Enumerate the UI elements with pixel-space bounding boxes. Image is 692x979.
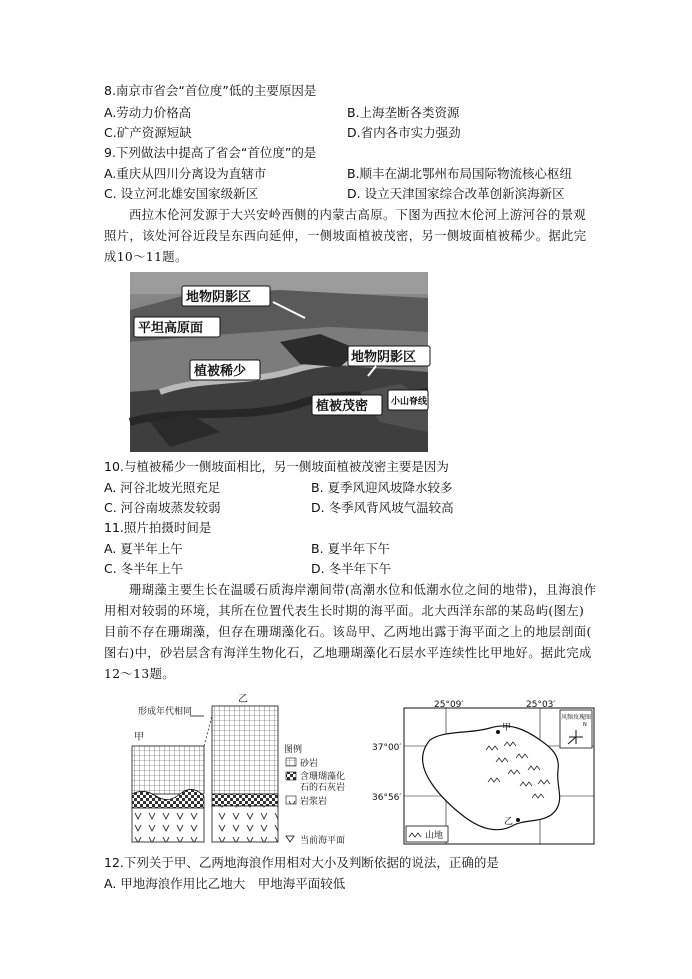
- q8-option-a: A.劳动力价格高: [104, 105, 192, 120]
- site-jia-label: 甲: [134, 732, 144, 743]
- q9-option-d: D. 设立天津国家综合改革创新滨海新区: [347, 186, 565, 201]
- intro-paragraph-2: [104, 580, 604, 685]
- legend-coral-swatch: [286, 772, 296, 780]
- legend-title: 图例: [284, 745, 303, 755]
- latitude-label-1: 37°00′: [372, 743, 402, 753]
- column-yi-coral-layer: [212, 794, 278, 806]
- label-shadow-area-1: 地物阴影区: [186, 290, 252, 305]
- wind-rose-title: 风频玫瑰图: [561, 714, 592, 721]
- q11-stem: 11.照片拍摄时间是: [104, 520, 212, 535]
- legend-magma-swatch: [286, 796, 296, 804]
- q11-option-c: C. 冬半年上午: [104, 561, 184, 576]
- q12-option-a: A. 甲地海浪作用比乙地大 甲地海平面较低: [104, 876, 346, 891]
- legend-magma-label: 岩浆岩: [300, 797, 328, 807]
- column-jia-sandstone: [132, 746, 204, 794]
- map-site-yi: 乙: [504, 817, 514, 827]
- label-flat-plateau: 平坦高原面: [138, 321, 204, 336]
- intro2-line3: 目前不存在珊瑚藻，但存在珊瑚藻化石。该岛甲、乙两地出露于海平面之上的地层剖面(: [104, 625, 592, 639]
- sea-level-label: 当前海平面: [300, 836, 346, 846]
- q8-stem: 8.南京市省会“首位度”低的主要原因是: [104, 83, 317, 98]
- column-jia-magma: [132, 808, 204, 842]
- q8-option-c: C.矿产资源短缺: [104, 125, 192, 140]
- island-map-figure: [372, 700, 600, 850]
- same-age-label: 形成年代相同: [138, 707, 193, 717]
- north-label: N: [583, 722, 587, 728]
- label-sparse-vegetation: 植被稀少: [194, 364, 247, 379]
- q10-option-d: D. 冬季风背风坡气温较高: [311, 500, 454, 515]
- strata-section-figure: [104, 690, 374, 850]
- mountain-legend-label: 山地: [425, 831, 444, 841]
- q10-option-b: B. 夏季风迎风坡降水较多: [311, 480, 453, 495]
- valley-landscape-photo: [130, 272, 428, 452]
- legend-coral-label-2: 石的石灰岩: [300, 783, 346, 793]
- label-dense-vegetation: 植被茂密: [316, 399, 369, 414]
- q11-option-d: D. 冬半年下午: [311, 561, 392, 576]
- q9-option-b: B.顺丰在湖北鄂州布局国际物流核心枢纽: [347, 166, 573, 181]
- q10-option-a: A. 河谷北坡光照充足: [104, 480, 221, 495]
- column-yi-sandstone: [212, 706, 278, 794]
- intro-paragraph-1: [104, 205, 604, 268]
- q8-option-b: B.上海垄断各类资源: [347, 105, 460, 120]
- latitude-label-2: 36°56′: [372, 793, 402, 803]
- q11-option-b: B. 夏半年下午: [311, 541, 391, 556]
- q10-stem: 10.与植被稀少一侧坡面相比，另一侧坡面植被茂密主要是因为: [104, 459, 449, 474]
- legend-sandstone-label: 砂岩: [300, 759, 319, 769]
- intro2-line1: 珊瑚藻主要生长在温暖石质海岸潮间带(高潮水位和低潮水位之间的地带)，且海浪作: [129, 583, 597, 597]
- label-ridge-line: 小山脊线: [391, 397, 428, 407]
- intro1-line2: 照片，该处河谷近段呈东西向延伸，一侧坡面植被茂密，另一侧坡面植被稀少。据此完: [104, 229, 587, 243]
- longitude-label-1: 25°09′: [434, 700, 464, 710]
- intro2-line5: 12～13题。: [104, 667, 175, 681]
- q9-option-a: A.重庆从四川分离设为直辖市: [104, 166, 267, 181]
- intro1-line3: 成10～11题。: [104, 250, 188, 264]
- map-site-jia: 甲: [502, 723, 512, 733]
- intro2-line2: 用相对较弱的环境，其所在位置代表生长时期的海平面。北大西洋东部的某岛屿(图左): [104, 604, 585, 618]
- q9-stem: 9.下列做法中提高了省会“首位度”的是: [104, 145, 317, 160]
- longitude-label-2: 25°03′: [526, 700, 556, 710]
- legend-coral-label-1: 含珊瑚藻化: [300, 772, 346, 782]
- site-yi-label: 乙: [238, 694, 248, 705]
- intro1-line1: 西拉木伦河发源于大兴安岭西侧的内蒙古高原。下图为西拉木伦河上游河谷的景观: [129, 208, 587, 222]
- intro2-line4: 图右)中，砂岩层含有海洋生物化石，乙地珊瑚藻化石层水平连续性比甲地好。据此完成: [104, 646, 592, 660]
- sea-level-marker-icon: [286, 836, 294, 842]
- legend-sandstone-swatch: [286, 758, 296, 766]
- q11-option-a: A. 夏半年上午: [104, 541, 183, 556]
- q10-option-c: C. 河谷南坡蒸发较弱: [104, 500, 221, 515]
- q9-option-c: C. 设立河北雄安国家级新区: [104, 186, 259, 201]
- label-shadow-area-2: 地物阴影区: [351, 350, 417, 365]
- q8-option-d: D.省内各市实力强劲: [347, 125, 461, 140]
- column-yi-magma: [212, 806, 278, 842]
- q12-stem: 12.下列关于甲、乙两地海浪作用相对大小及判断依据的说法，正确的是: [104, 855, 499, 870]
